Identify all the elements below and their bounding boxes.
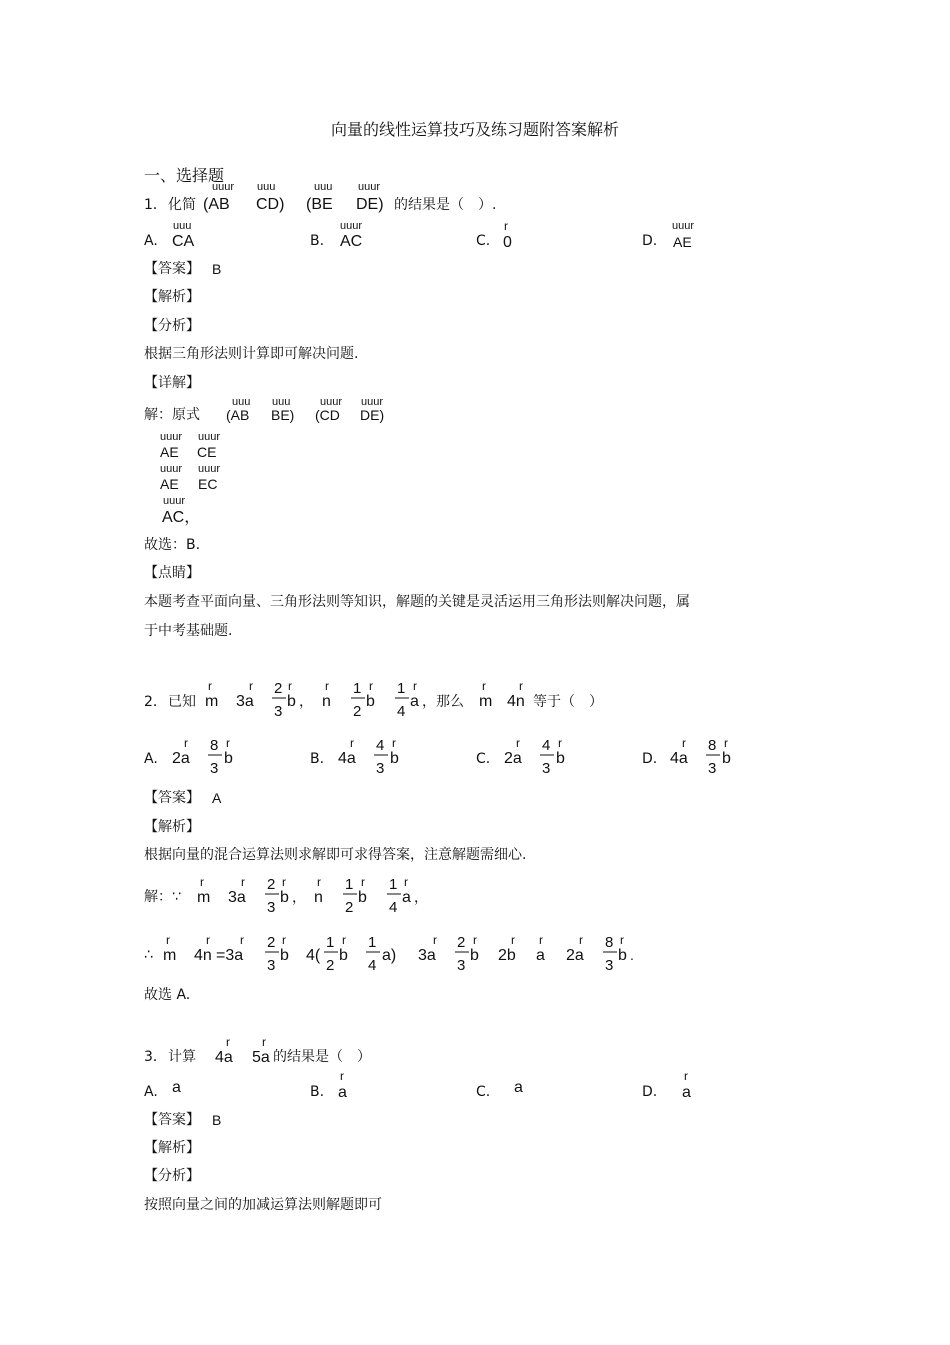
svg-text:r: r [473,933,477,947]
svg-text:4: 4 [368,957,377,974]
q1-number: 1． [144,197,167,213]
svg-text:b: b [224,750,233,767]
svg-text:r: r [519,679,523,693]
q2-stem-target [474,676,534,716]
vector-arrow-mark: uuu [314,181,333,193]
q1-answer-value: B [212,261,222,277]
svg-text:，: ， [414,889,428,905]
q2-option-b-value [334,733,414,783]
svg-text:，: ， [299,693,313,709]
q1-detail-term: AE [160,476,179,492]
svg-text:a): a) [382,947,397,964]
svg-text:r: r [282,875,286,889]
q3-answer-label: 【答案】 [144,1112,200,1128]
svg-text:r: r [404,875,408,889]
svg-text:2a: 2a [504,750,522,767]
q1-detail-term: DE) [360,407,385,423]
svg-text:8: 8 [708,737,717,754]
q2-number: 2． [144,694,167,710]
q1-detail-term: (AB [226,407,250,423]
svg-text:2: 2 [267,876,276,893]
svg-text:r: r [392,736,396,750]
q2-answer-value: A [212,790,222,806]
svg-text:2b: 2b [498,947,516,964]
q1-option-c-value: 0 [503,234,512,251]
vector-arrow-mark: uuur [320,396,343,408]
page-title: 向量的线性运算技巧及练习题附答案解析 [330,120,619,139]
q3-option-b-value: a [338,1084,347,1101]
svg-text:b: b [366,693,375,710]
svg-text:4(: 4( [306,947,321,964]
svg-text:r: r [288,679,292,693]
q2-option-b-letter: B. [310,751,325,767]
q3-option-b-letter: B. [310,1084,325,1100]
svg-text:.: . [630,947,634,963]
vector-arrow-mark: r [262,1035,266,1049]
svg-text:3: 3 [376,760,385,777]
vector-arrow-mark: uuur [340,220,363,232]
svg-text:r: r [433,933,437,947]
svg-text:r: r [206,933,210,947]
vector-arrow-mark: uuur [672,220,695,232]
q2-choose: 故选 A. [144,987,191,1003]
svg-text:r: r [249,679,253,693]
q1-answer-label: 【答案】 [144,261,200,277]
svg-text:r: r [200,875,204,889]
svg-text:1: 1 [389,876,398,893]
vector-arrow-mark: uuur [160,463,183,475]
svg-text:8: 8 [210,737,219,754]
q2-analysis-label: 【解析】 [144,819,200,835]
svg-text:8: 8 [605,934,614,951]
q3-fenxi-text: 按照向量之间的加减运算法则解题即可 [144,1197,382,1213]
svg-text:r: r [317,875,321,889]
svg-text:r: r [413,679,417,693]
svg-text:=3a: =3a [216,947,244,964]
svg-text:r: r [579,933,583,947]
q2-stem-prefix: 已知 [168,694,196,710]
svg-text:3a: 3a [236,693,254,710]
svg-text:b: b [339,947,348,964]
q3-option-c-letter: C. [476,1084,491,1100]
q1-stem-prefix: 化简 [168,197,196,213]
svg-text:3: 3 [605,957,614,974]
q1-analysis-text: 根据三角形法则计算即可解决问题. [144,346,359,362]
q3-fenxi-label: 【分析】 [144,1168,200,1184]
q3-number: 3． [144,1049,167,1065]
svg-text:4a: 4a [670,750,688,767]
svg-text:r: r [226,736,230,750]
vector-arrow-mark: uuu [232,396,251,408]
vector-arrow-mark: r [684,1069,688,1083]
svg-text:，: ， [292,889,306,905]
q2-option-c-value [500,733,580,783]
q1-expr-term: (BE [306,196,333,213]
svg-text:b: b [470,947,479,964]
q3-option-c-value: a [514,1079,523,1096]
q1-detail-prefix: 解：原式 [144,407,200,423]
q1-option-d-letter: D. [642,233,658,249]
svg-text:4a: 4a [338,750,356,767]
svg-text:4: 4 [389,899,398,916]
svg-text:4: 4 [542,737,551,754]
svg-text:r: r [369,679,373,693]
svg-text:r: r [240,933,244,947]
svg-text:3: 3 [542,760,551,777]
svg-text:1: 1 [345,876,354,893]
svg-text:r: r [282,933,286,947]
svg-text:r: r [516,736,520,750]
vector-arrow-mark: r [226,1035,230,1049]
svg-text:1: 1 [326,934,335,951]
q2-stem-suffix: 等于（ ） [533,694,603,710]
q2-option-d-value [666,733,746,783]
svg-text:2: 2 [267,934,276,951]
vector-arrow-mark: uuu [272,396,291,408]
vector-arrow-mark: uuur [160,431,183,443]
svg-text:r: r [482,679,486,693]
vector-arrow-mark: uuur [358,181,381,193]
svg-text:r: r [241,875,245,889]
svg-text:r: r [724,736,728,750]
svg-text:2: 2 [274,680,283,697]
svg-text:3: 3 [210,760,219,777]
svg-text:b: b [287,693,296,710]
q3-option-a-letter: A. [144,1084,158,1100]
svg-text:a: a [536,947,545,964]
q2-answer-label: 【答案】 [144,790,200,806]
svg-text:r: r [620,933,624,947]
q2-option-c-letter: C. [476,751,491,767]
vector-arrow-mark: uuu [257,181,276,193]
q3-analysis-label: 【解析】 [144,1140,200,1156]
svg-text:r: r [558,736,562,750]
q1-option-a-value: CA [172,233,195,250]
svg-text:3: 3 [274,703,283,720]
svg-text:3a: 3a [418,947,436,964]
q1-detail-label: 【详解】 [144,375,200,391]
svg-text:3a: 3a [228,889,246,906]
svg-text:2: 2 [345,899,354,916]
q1-detail-term: (CD [315,407,340,423]
q1-choose: 故选：B. [144,537,201,553]
svg-text:b: b [556,750,565,767]
svg-text:2a: 2a [172,750,190,767]
svg-text:3: 3 [267,957,276,974]
vector-arrow-mark: uuu [173,220,192,232]
vector-arrow-mark: uuur [163,495,186,507]
svg-text:3: 3 [708,760,717,777]
svg-text:1: 1 [397,680,406,697]
section-heading: 一、选择题 [144,166,225,185]
q1-comment-text: 于中考基础题. [144,623,233,639]
svg-text:b: b [390,750,399,767]
svg-text:r: r [350,736,354,750]
svg-text:m: m [205,693,219,710]
q1-comment-label: 【点睛】 [144,565,200,581]
q1-detail-result: AC， [162,509,201,526]
vector-arrow-mark: uuur [212,181,235,193]
svg-text:m: m [163,947,177,964]
q2-stem-middle: ，那么 [422,694,464,710]
svg-text:4: 4 [376,737,385,754]
svg-text:2a: 2a [566,947,584,964]
q1-detail-term: EC [198,476,218,492]
q1-expr-term: (AB [203,196,230,213]
q1-fenxi-label: 【分析】 [144,318,200,334]
svg-text:m: m [479,693,493,710]
svg-text:r: r [342,933,346,947]
svg-text:r: r [325,679,329,693]
q1-expr-term: DE) [356,196,384,213]
svg-text:r: r [184,736,188,750]
svg-text:r: r [361,875,365,889]
q1-expr-term: CD) [256,196,285,213]
svg-text:r: r [511,933,515,947]
svg-text:r: r [682,736,686,750]
q1-option-a-letter: A. [144,233,158,249]
svg-text:r: r [539,933,543,947]
q2-analysis-text: 根据向量的混合运算法则求解即可求得答案，注意解题需细心. [144,847,527,863]
svg-text:1: 1 [368,934,377,951]
q3-option-d-value: a [682,1084,691,1101]
svg-text:r: r [208,679,212,693]
q1-comment-text: 本题考查平面向量、三角形法则等知识，解题的关键是灵活运用三角形法则解决问题，属 [144,594,690,610]
q1-detail-term: CE [197,444,217,460]
q3-stem-prefix: 计算 [168,1049,196,1065]
q2-option-d-letter: D. [642,751,658,767]
svg-text:m: m [197,889,211,906]
q1-option-d-value: AE [673,234,692,250]
svg-text:b: b [722,750,731,767]
svg-text:n: n [314,889,323,906]
q1-analysis-label: 【解析】 [144,289,200,305]
q3-expr-term: 4a [215,1049,233,1066]
vector-arrow-mark: uuur [198,463,221,475]
q1-option-c-letter: C. [476,233,491,249]
svg-text:b: b [280,889,289,906]
q3-stem-suffix: 的结果是（ ） [273,1049,371,1065]
svg-text:3: 3 [457,957,466,974]
q1-option-b-letter: B. [310,233,325,249]
q2-solution-given [190,872,430,922]
svg-text:1: 1 [353,680,362,697]
svg-text:a: a [410,693,419,710]
q2-therefore: ∴ [144,947,153,963]
q3-option-d-letter: D. [642,1084,658,1100]
svg-text:b: b [280,947,289,964]
q2-option-a-value [168,733,248,783]
svg-text:a: a [402,889,411,906]
vector-arrow-mark: r [504,219,508,233]
q1-detail-term: AE [160,444,179,460]
svg-text:4n: 4n [507,693,525,710]
vector-arrow-mark: uuur [198,431,221,443]
q1-detail-term: BE) [271,407,295,423]
svg-text:b: b [618,947,627,964]
q3-expr-term: 5a [252,1049,270,1066]
svg-text:2: 2 [353,703,362,720]
q1-stem-suffix: 的结果是（ ）. [394,197,497,213]
q3-option-a-value: a [172,1079,181,1096]
svg-text:r: r [166,933,170,947]
q2-option-a-letter: A. [144,751,158,767]
svg-text:b: b [358,889,367,906]
vector-arrow-mark: r [340,1069,344,1083]
svg-text:3: 3 [267,899,276,916]
svg-text:4: 4 [397,703,406,720]
vector-arrow-mark: uuur [361,396,384,408]
svg-text:2: 2 [457,934,466,951]
q2-solution-derivation [158,930,648,980]
svg-text:n: n [322,693,331,710]
q1-option-b-value: AC [340,233,363,250]
svg-text:2: 2 [326,957,335,974]
q3-answer-value: B [212,1112,222,1128]
q2-solution-prefix: 解：∵ [144,889,181,905]
svg-text:4n: 4n [194,947,212,964]
